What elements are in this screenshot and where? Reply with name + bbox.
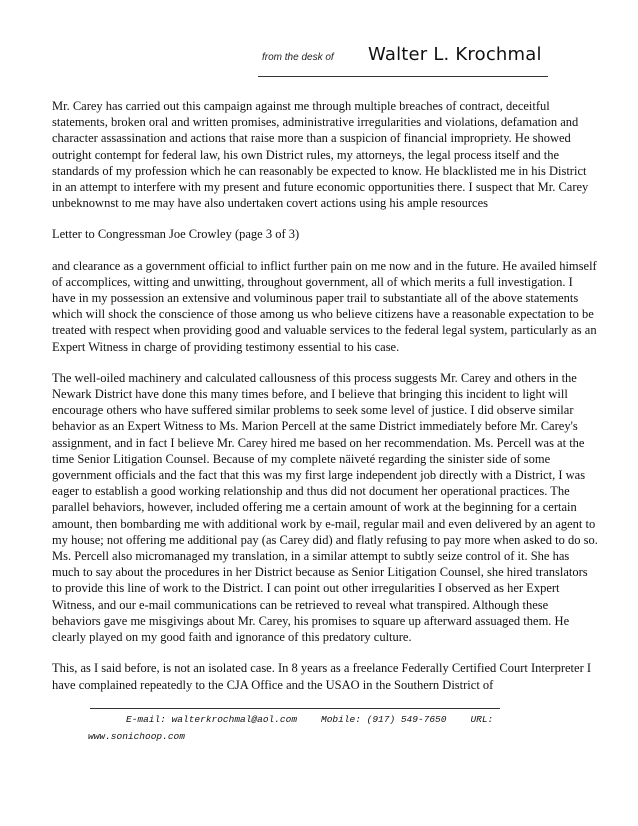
paragraph: and clearance as a government official to inflict further pain on me now and in the future. He availed himself of accomplices, witting and unwitting, throughout government, all of which merits a full investigation. I have in my possession an extensive and voluminous paper trail to substantiate all of the above statements which will shock the conscience of those among us who believe citizens have a reasonable expectation to be treated with respect when providing good and valuable services to the federal legal system, particularly as an Expert Witness in charge of providing testimony essential to his case. xyxy=(52,258,597,354)
letterhead xyxy=(258,38,548,77)
paragraph: The well-oiled machinery and calculated callousness of this process suggests Mr. Carey and others in the Newark District have done this many times before, and I believe that bringing this incident to light will encourage others who have suffered similar problems to seek some level of justice. I did observe similar behavior as an Expert Witness to Ms. Marion Percell at the same District immediately before Mr. Carey's assignment, and in fact I believe Mr. Carey hired me based on her recommendation. Ms. Percell was at the time Senior Litigation Counsel. Because of my complete näiveté regarding the sinister side of some government officials and the fact that this was my first large independent job directly with a District, I was eager to establish a good working relationship and thus did not document her operational practices. The parallel behaviors, however, included offering me a certain amount of work at the beginning for a certain amount, then bombarding me with additional work by e-mail, regular mail and even delivered by an agent to my house; not offering me additional pay (as Carey did) and flatly refusing to pay more when asked to do so. Ms. Percell also micromanaged my translation, in a similar attempt to subtly seize control of it. She has much to say about the procedures in her District because as Senior Litigation Counsel, she hired translators to provide this line of work to the District. I can point out other irregularities I observed as her Expert Witness, and our e-mail communications can be retrieved to reveal what transpired. Although these behaviors gave me misgivings about Mr. Carey, his promises to square up afterward assuaged them. He clearly played on my good faith and ignorance of this predatory culture. xyxy=(52,370,598,645)
paragraph: Mr. Carey has carried out this campaign against me through multiple breaches of contract, deceitful statements, broken oral and written promises, administrative irregularities and violations, defamation and character assassination and actions that raise more than a suspicion of financial impropriety. He showed outright contempt for federal law, his own District rules, my attorneys, the legal process itself and the standards of my profession which he can reasonably be expected to know. He blacklisted me in his District in an attempt to interfere with my present and future economic opportunities there. I suspect that Mr. Carey unbeknownst to me may have also undertaken covert actions using his ample resources xyxy=(52,99,589,211)
footer-url-label: URL: xyxy=(470,714,494,725)
footer-email[interactable]: E-mail: walterkrochmal@aol.com xyxy=(126,714,298,725)
letterhead-name: Walter L. Krochmal xyxy=(368,44,542,65)
footer-mobile: Mobile: (917) 549-7650 xyxy=(321,714,447,725)
paragraph: This, as I said before, is not an isolated case. In 8 years as a freelance Federally Certified Court Interpreter I have complained repeatedly to the CJA Office and the USAO in the Southern District of xyxy=(52,661,592,692)
letterhead-from-text: from the desk of xyxy=(262,52,334,63)
letter-body xyxy=(52,98,598,708)
page-reference-heading: Letter to Congressman Joe Crowley (page 3 of 3) xyxy=(52,227,300,242)
footer-divider xyxy=(90,708,500,709)
footer-contact-row xyxy=(126,714,517,725)
footer-website[interactable]: www.sonichoop.com xyxy=(88,731,185,742)
